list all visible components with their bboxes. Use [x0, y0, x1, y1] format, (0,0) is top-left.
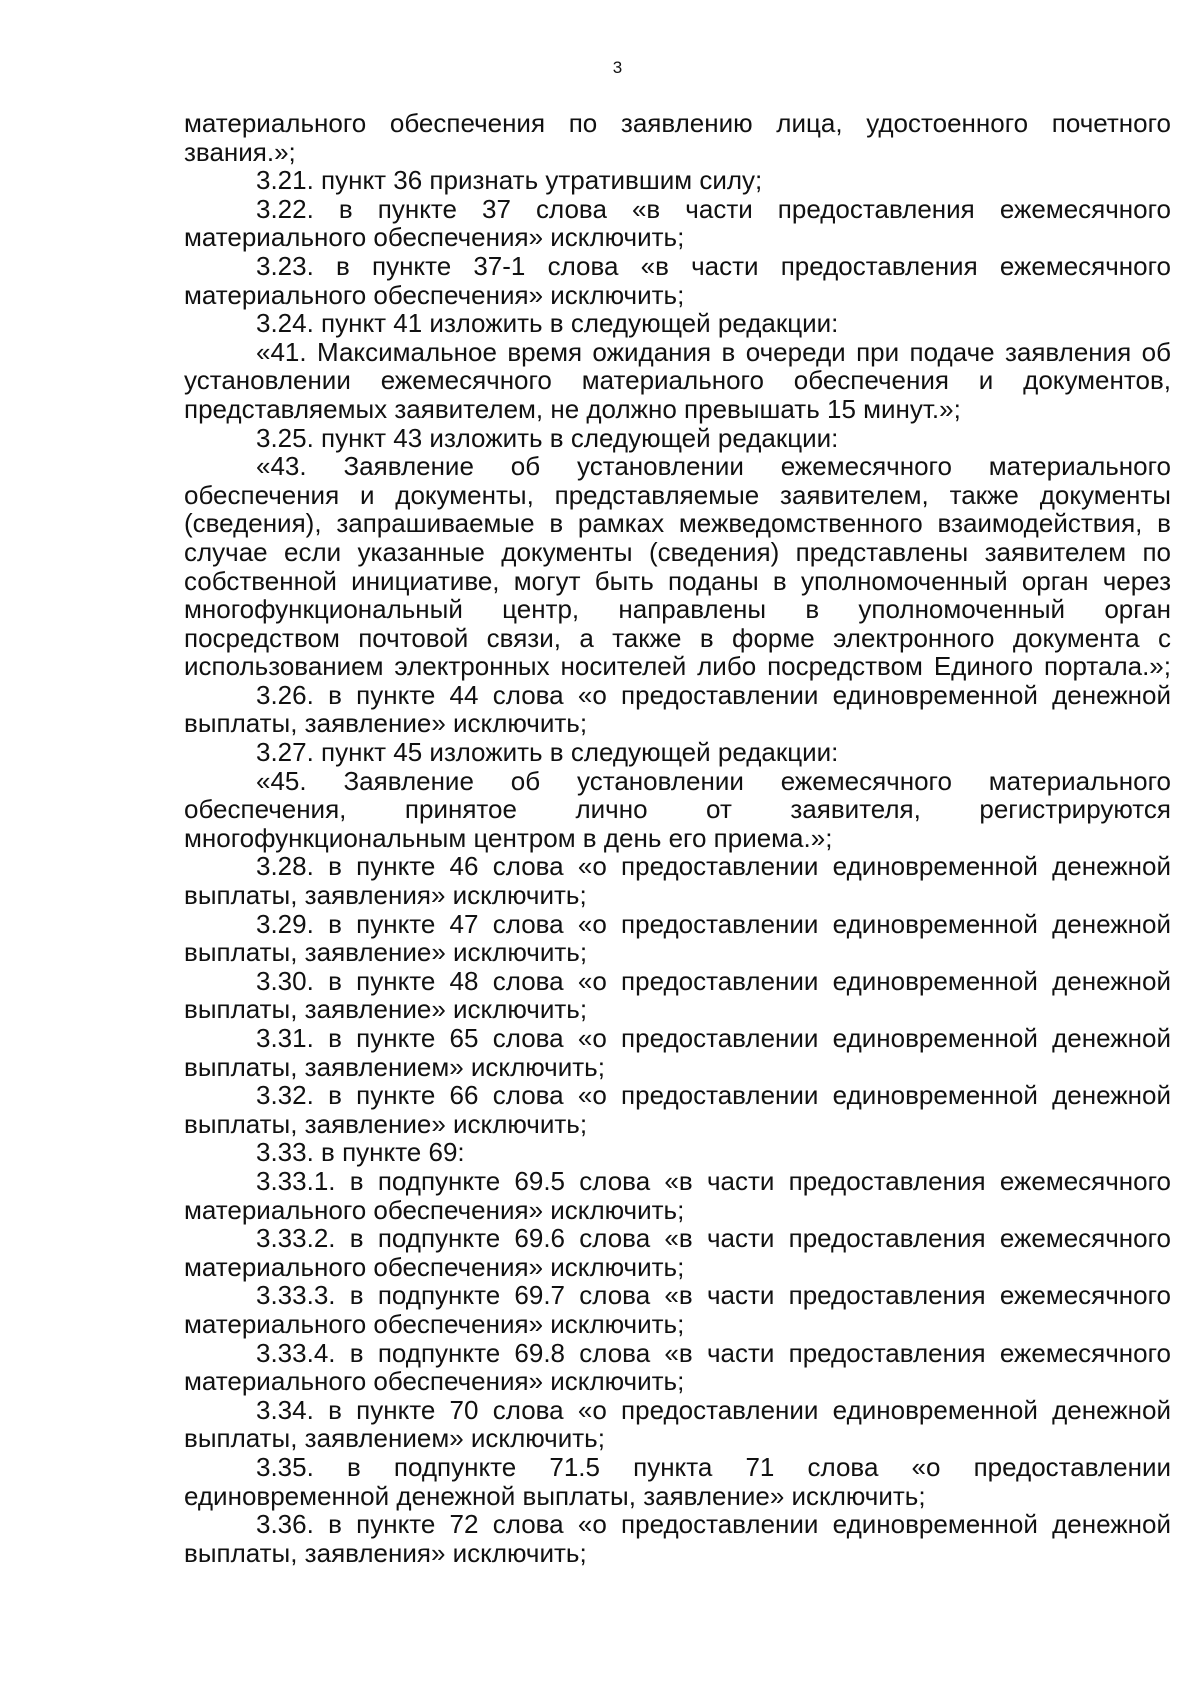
paragraph-3-33-1: 3.33.1. в подпункте 69.5 слова «в части предоставления ежемесячного материального обеспечения» исключить;	[184, 1165, 1171, 1225]
paragraph-item-43: «43. Заявление об установлении ежемесячного материального обеспечения и документы, представляемые заявителем, также документы (сведения), запрашиваемые в рамках межведомственного взаимодействия, в случае если указанные документы (сведения) представлены заявителем по собственной инициативе, могут быть поданы в уполномоченный орган через многофункциональный центр, направлены в уполномоченный орган посредством почтовой связи, а также в форме электронного документа с использованием электронных носителей либо посредством Единого портала.»;	[184, 451, 1171, 682]
document-body	[184, 109, 1171, 1567]
paragraph-3-36: 3.36. в пункте 72 слова «о предоставлении единовременной денежной выплаты, заявления» исключить;	[184, 1509, 1171, 1568]
paragraph-3-35: 3.35. в подпункте 71.5 пункта 71 слова «о предоставлении единовременной денежной выплаты, заявление» исключить;	[184, 1451, 1171, 1511]
paragraph-3-33-4: 3.33.4. в подпункте 69.8 слова «в части предоставления ежемесячного материального обеспечения» исключить;	[184, 1337, 1171, 1397]
paragraph-3-30: 3.30. в пункте 48 слова «о предоставлении единовременной денежной выплаты, заявление» исключить;	[184, 965, 1171, 1025]
paragraph-3-27: 3.27. пункт 45 изложить в следующей редакции:	[256, 737, 839, 768]
paragraph-3-32: 3.32. в пункте 66 слова «о предоставлении единовременной денежной выплаты, заявление» исключить;	[184, 1080, 1171, 1139]
paragraph-3-33-2: 3.33.2. в подпункте 69.6 слова «в части предоставления ежемесячного материального обеспечения» исключить;	[184, 1223, 1171, 1282]
paragraph-3-33: 3.33. в пункте 69:	[256, 1137, 465, 1168]
paragraph-3-26: 3.26. в пункте 44 слова «о предоставлении единовременной денежной выплаты, заявление» исключить;	[184, 679, 1171, 739]
paragraph-3-22: 3.22. в пункте 37 слова «в части предоставления ежемесячного материального обеспечения» исключить;	[184, 193, 1171, 253]
paragraph-item-45: «45. Заявление об установлении ежемесячного материального обеспечения, принятое лично от заявителя, регистрируются многофункциональным центром в день его приема.»;	[184, 765, 1171, 853]
paragraph-item-41: «41. Максимальное время ожидания в очереди при подаче заявления об установлении ежемесячного материального обеспечения и документов, представляемых заявителем, не должно превышать 15 минут.»;	[184, 336, 1171, 424]
paragraph-3-21: 3.21. пункт 36 признать утратившим силу;	[256, 165, 763, 196]
paragraph-3-23: 3.23. в пункте 37-1 слова «в части предоставления ежемесячного материального обеспечения» исключить;	[184, 250, 1171, 310]
paragraph-3-34: 3.34. в пункте 70 слова «о предоставлении единовременной денежной выплаты, заявлением» исключить;	[184, 1394, 1171, 1454]
paragraph-3-33-3: 3.33.3. в подпункте 69.7 слова «в части предоставления ежемесячного материального обеспечения» исключить;	[184, 1280, 1171, 1339]
paragraph-3-31: 3.31. в пункте 65 слова «о предоставлении единовременной денежной выплаты, заявлением» исключить;	[184, 1023, 1171, 1082]
paragraph-3-29: 3.29. в пункте 47 слова «о предоставлении единовременной денежной выплаты, заявление» исключить;	[184, 908, 1171, 968]
paragraph-continuation: материального обеспечения по заявлению лица, удостоенного почетного звания.»;	[184, 108, 1171, 167]
paragraph-3-25: 3.25. пункт 43 изложить в следующей редакции:	[256, 422, 839, 453]
paragraph-3-24: 3.24. пункт 41 изложить в следующей редакции:	[256, 308, 839, 339]
paragraph-3-28: 3.28. в пункте 46 слова «о предоставлении единовременной денежной выплаты, заявления» исключить;	[184, 851, 1171, 911]
page-number: 3	[612, 58, 623, 77]
